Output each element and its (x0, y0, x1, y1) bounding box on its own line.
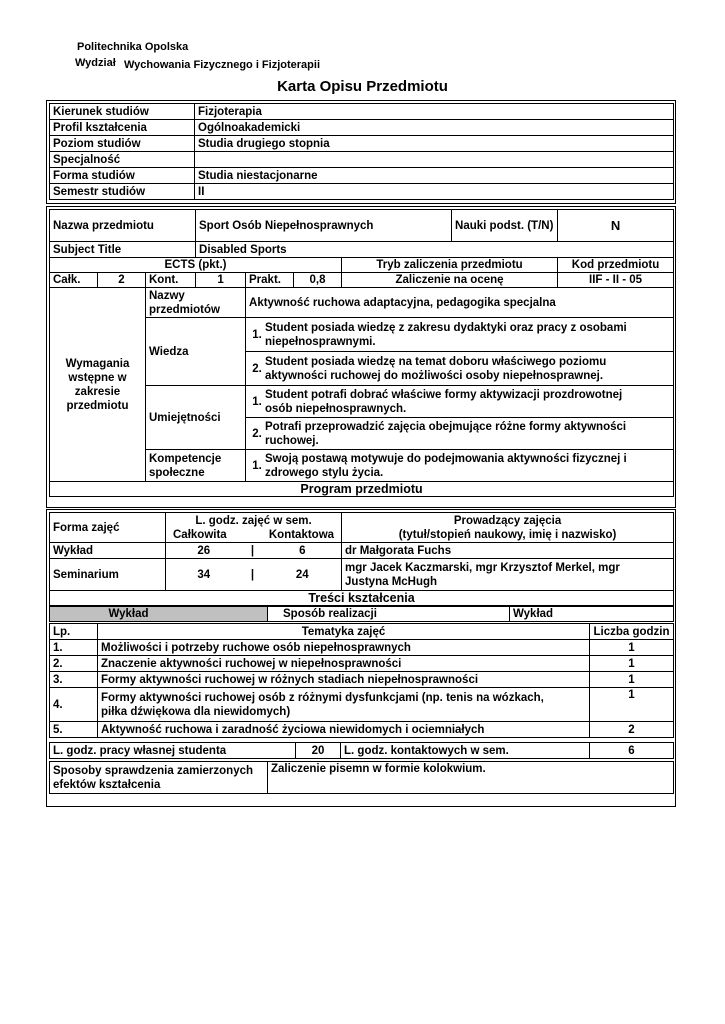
study-row-value (195, 152, 674, 168)
study-row-value: Studia drugiego stopnia (195, 136, 674, 152)
prior-subjects: Aktywność ruchowa adaptacyjna, pedagogika specjalna (246, 288, 674, 318)
form-row-teachers: mgr Jacek Kaczmarski, mgr Krzysztof Merkel, mgr Justyna McHugh (342, 559, 674, 591)
page-title: Karta Opisu Przedmiotu (277, 78, 448, 95)
topic-lp: 2. (50, 656, 98, 672)
ects-total-label: Całk. (50, 273, 98, 288)
topic-hours: 1 (590, 672, 674, 688)
skills-item: 2.Potrafi przeprowadzić zajęcia obejmujące różne formy aktywności ruchowej. (246, 418, 674, 450)
hours-contact-label: Kontaktowa (268, 528, 335, 541)
study-row-label: Kierunek studiów (50, 104, 195, 120)
program-table (49, 512, 674, 606)
course-code: IIF - II - 05 (558, 273, 674, 288)
basic-sciences-label: Nauki podst. (T/N) (452, 210, 558, 242)
mode-label: Tryb zaliczenia przedmiotu (342, 258, 558, 273)
faculty-label: Wydział (75, 57, 116, 69)
topic-lp: 5. (50, 722, 98, 738)
form-row-contact: 24 (264, 559, 342, 591)
study-row-label: Semestr studiów (50, 184, 195, 200)
form-row-teachers: dr Małgorata Fuchs (342, 543, 674, 559)
contents-table (49, 606, 674, 622)
ects-contact-label: Kont. (146, 273, 196, 288)
social-competence-label: Kompetencje społeczne (146, 450, 246, 482)
topic-hours: 1 (590, 640, 674, 656)
workload-table (49, 742, 674, 759)
form-row-total: 26 (166, 543, 242, 559)
topic-text: Możliwości i potrzeby ruchowe osób niepełnosprawnych (98, 640, 590, 656)
study-row-value: Ogólnoakademicki (195, 120, 674, 136)
verification-value: Zaliczenie pisemn w formie kolokwium. (268, 762, 674, 794)
self-study-label: L. godz. pracy własnej studenta (50, 743, 296, 759)
topic-lp: 3. (50, 672, 98, 688)
form-row-total: 34 (166, 559, 242, 591)
lp-header: Lp. (50, 624, 98, 640)
topics-table (49, 623, 674, 738)
basic-sciences-value: N (558, 210, 674, 242)
ects-practical: 0,8 (294, 273, 342, 288)
form-row-contact: 6 (264, 543, 342, 559)
ects-contact: 1 (196, 273, 246, 288)
ects-practical-label: Prakt. (246, 273, 294, 288)
knowledge-item: 2.Student posiada wiedzę na temat doboru właściwego poziomu aktywności ruchowej do możliwości osoby niepełnosprawnej. (246, 352, 674, 386)
contents-tab-lecture[interactable]: Wykład (50, 607, 268, 622)
hours-total-label: Całkowita (173, 528, 227, 541)
subject-title-label: Subject Title (50, 242, 196, 258)
form-row-separator: | (242, 559, 264, 591)
study-row-label: Profil kształcenia (50, 120, 195, 136)
self-study-hours: 20 (296, 743, 341, 759)
assessment-mode: Zaliczenie na ocenę (342, 273, 558, 288)
form-row-separator: | (242, 543, 264, 559)
ects-label: ECTS (pkt.) (50, 258, 342, 273)
skills-item: 1.Student potrafi dobrać właściwe formy aktywizacji prozdrowotnej osób niepełnosprawnych. (246, 386, 674, 418)
form-row-name: Wykład (50, 543, 166, 559)
social-competence-item: 1.Swoją postawą motywuje do podejmowania aktywności fizycznej i zdrowego stylu życia. (246, 450, 674, 482)
skills-label: Umiejętności (146, 386, 246, 450)
contents-title: Treści kształcenia (50, 591, 674, 606)
study-row-value: II (195, 184, 674, 200)
ects-total: 2 (98, 273, 146, 288)
study-row-value: Studia niestacjonarne (195, 168, 674, 184)
hours-header: L. godz. zajęć w sem. Całkowita Kontaktowa (166, 513, 342, 543)
study-info-table (49, 103, 674, 200)
code-label: Kod przedmiotu (558, 258, 674, 273)
topic-text: Formy aktywności ruchowej osób z różnymi dysfunkcjami (np. tenis na wózkach, piłka dźwiękowa dla niewidomych) (98, 688, 590, 722)
topic-text: Aktywność ruchowa i zaradność życiowa niewidomych i ociemniałych (98, 722, 590, 738)
study-row-label: Poziom studiów (50, 136, 195, 152)
teachers-header: Prowadzący zajęcia (tytuł/stopień naukowy, imię i nazwisko) (342, 513, 674, 543)
course-info-table (49, 209, 674, 497)
topic-text: Formy aktywności ruchowej w różnych stadiach niepełnosprawności (98, 672, 590, 688)
topic-lp: 1. (50, 640, 98, 656)
study-row-label: Specjalność (50, 152, 195, 168)
knowledge-item: 1.Student posiada wiedzę z zakresu dydaktyki oraz pracy z osobami niepełnosprawnymi. (246, 318, 674, 352)
contact-hours-label: L. godz. kontaktowych w sem. (341, 743, 590, 759)
course-name: Sport Osób Niepełnosprawnych (196, 210, 452, 242)
study-row-value: Fizjoterapia (195, 104, 674, 120)
faculty-name: Wychowania Fizycznego i Fizjoterapii (124, 59, 320, 71)
knowledge-label: Wiedza (146, 318, 246, 386)
program-title: Program przedmiotu (50, 482, 674, 497)
topic-hours: 1 (590, 688, 674, 722)
form-row-name: Seminarium (50, 559, 166, 591)
topic-hours: 2 (590, 722, 674, 738)
topic-hours: 1 (590, 656, 674, 672)
prerequisites-label: Wymagania wstępne w zakresie przedmiotu (50, 288, 146, 482)
method-value: Wykład (510, 607, 674, 622)
prior-subjects-label: Nazwy przedmiotów (146, 288, 246, 318)
course-name-label: Nazwa przedmiotu (50, 210, 196, 242)
hours-count-header: Liczba godzin (590, 624, 674, 640)
topic-lp: 4. (50, 688, 98, 722)
verification-table (49, 761, 674, 794)
form-label: Forma zajęć (50, 513, 166, 543)
contact-hours: 6 (590, 743, 674, 759)
method-label: Sposób realizacji (268, 607, 510, 622)
university-name: Politechnika Opolska (77, 41, 189, 53)
topic-text: Znaczenie aktywności ruchowej w niepełnosprawności (98, 656, 590, 672)
study-row-label: Forma studiów (50, 168, 195, 184)
subject-title: Disabled Sports (196, 242, 674, 258)
verification-label: Sposoby sprawdzenia zamierzonych efektów kształcenia (50, 762, 268, 794)
topic-header: Tematyka zajęć (98, 624, 590, 640)
